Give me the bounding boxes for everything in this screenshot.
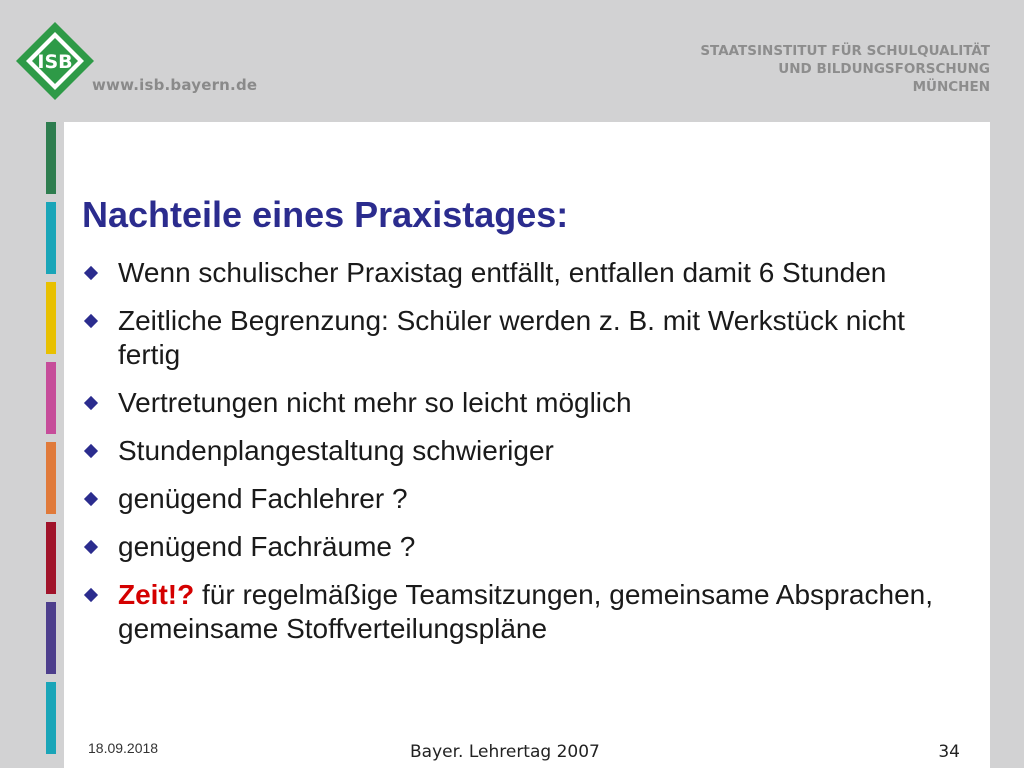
color-stripes <box>46 122 56 758</box>
diamond-bullet-icon <box>84 444 98 458</box>
footer-title: Bayer. Lehrertag 2007 <box>410 742 600 762</box>
bullet-item <box>82 578 962 646</box>
bullet-item <box>82 386 962 420</box>
bullet-text: Vertretungen nicht mehr so leicht möglich <box>118 387 632 418</box>
institute-line: UND BILDUNGSFORSCHUNG <box>778 61 990 77</box>
color-stripe <box>46 602 56 674</box>
bullet-text: genügend Fachräume ? <box>118 531 416 562</box>
color-stripe <box>46 202 56 274</box>
slide-content <box>64 122 990 768</box>
footer-date: 18.09.2018 <box>88 740 159 756</box>
bullet-text: Zeitliche Begrenzung: Schüler werden z. B. mit Werkstück nicht fertig <box>118 305 905 370</box>
bullet-item <box>82 256 962 290</box>
diamond-bullet-icon <box>84 540 98 554</box>
bullet-text: für regelmäßige Teamsitzungen, gemeinsame Absprachen, gemeinsame Stoffverteilungspläne <box>118 579 933 644</box>
color-stripe <box>46 122 56 194</box>
color-stripe <box>46 282 56 354</box>
diamond-bullet-icon <box>84 314 98 328</box>
bullet-item <box>82 530 962 564</box>
institute-line: STAATSINSTITUT FÜR SCHULQUALITÄT <box>700 43 990 59</box>
isb-logo <box>12 18 98 104</box>
color-stripe <box>46 522 56 594</box>
bullet-text: Wenn schulischer Praxistag entfällt, entfallen damit 6 Stunden <box>118 257 887 288</box>
page-number: 34 <box>938 742 960 762</box>
diamond-bullet-icon <box>84 588 98 602</box>
logo-text: ISB <box>37 51 73 73</box>
bullet-item <box>82 304 962 372</box>
diamond-bullet-icon <box>84 492 98 506</box>
diamond-bullet-icon <box>84 266 98 280</box>
bullet-item <box>82 482 962 516</box>
institute-name <box>700 42 990 96</box>
bullet-text: genügend Fachlehrer ? <box>118 483 408 514</box>
institute-line: MÜNCHEN <box>912 79 990 95</box>
color-stripe <box>46 442 56 514</box>
highlight-text: Zeit!? <box>118 579 195 610</box>
slide-title: Nachteile eines Praxistages: <box>82 194 569 235</box>
diamond-bullet-icon <box>84 396 98 410</box>
color-stripe <box>46 362 56 434</box>
color-stripe <box>46 682 56 754</box>
bullet-list <box>82 256 962 660</box>
bullet-text: Stundenplangestaltung schwieriger <box>118 435 554 466</box>
bullet-item <box>82 434 962 468</box>
website-url: www.isb.bayern.de <box>92 76 258 94</box>
